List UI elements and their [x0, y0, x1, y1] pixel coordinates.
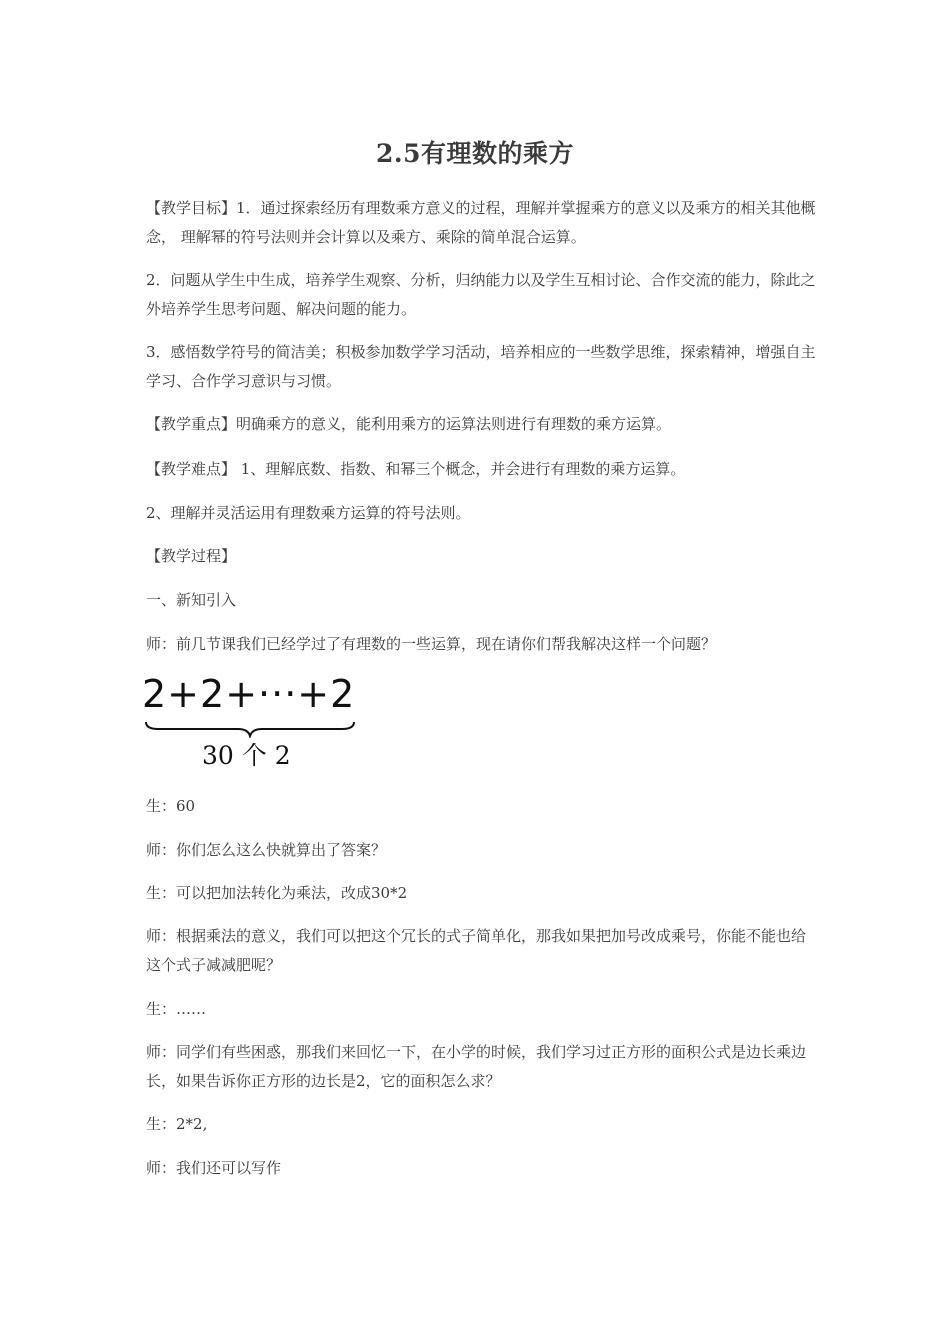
paragraph-key-point: 【教学重点】明确乘方的意义，能利用乘方的运算法则进行有理数的乘方运算。: [146, 415, 672, 433]
dialogue-student-square: 生：2*2,: [146, 1115, 208, 1133]
paragraph-objectives-2: 2．问题从学生中生成，培养学生观察、分析，归纳能力以及学生互相讨论、合作交流的能力，除此之外培养学生思考问题、解决问题的能力。: [146, 271, 816, 318]
page-title: 2.5有理数的乘方: [376, 139, 574, 168]
paragraph-teacher-question: 师：前几节课我们已经学过了有理数的一些运算，现在请你们帮我解决这样一个问题？: [146, 635, 717, 653]
formula-expression: 2+2+···+2: [142, 672, 356, 716]
paragraph-difficulty-2: 2、理解并灵活运用有理数乘方运算的符号法则。: [146, 504, 471, 522]
paragraph-difficulty-1: 【教学难点】 1、理解底数、指数、和幂三个概念，并会进行有理数的乘方运算。: [146, 460, 686, 478]
dialogue-teacher-simplify: 师：根据乘法的意义，我们可以把这个冗长的式子简单化，那我如果把加号改成乘号，你能不能也给这个式子减减肥呢？: [146, 927, 807, 974]
dialogue-student-answer: 生：60: [146, 797, 196, 815]
underbrace-formula: [142, 672, 372, 778]
dialogue-teacher-ask: 师：你们怎么这么快就算出了答案？: [146, 841, 387, 859]
underbrace-label: 30 个 2: [202, 741, 291, 770]
paragraph-process-heading: 【教学过程】: [146, 547, 237, 565]
paragraph-objectives-1: 【教学目标】1．通过探索经历有理数乘方意义的过程，理解并掌握乘方的意义以及乘方的相关其他概念， 理解幂的符号法则并会计算以及乘方、乘除的简单混合运算。: [146, 199, 816, 246]
dialogue-teacher-recall: 师：同学们有些困惑，那我们来回忆一下，在小学的时候，我们学习过正方形的面积公式是边长乘边长，如果告诉你正方形的边长是2，它的面积怎么求？: [146, 1043, 807, 1090]
paragraph-objectives-3: 3．感悟数学符号的简洁美；积极参加数学学习活动，培养相应的一些数学思维，探索精神，增强自主学习、合作学习意识与习惯。: [146, 343, 816, 390]
dialogue-student-pause: 生：……: [146, 1000, 207, 1018]
dialogue-student-multiply: 生：可以把加法转化为乘法，改成30*2: [146, 884, 408, 902]
paragraph-section-intro: 一、新知引入: [146, 591, 237, 609]
dialogue-teacher-write: 师：我们还可以写作: [146, 1159, 282, 1177]
